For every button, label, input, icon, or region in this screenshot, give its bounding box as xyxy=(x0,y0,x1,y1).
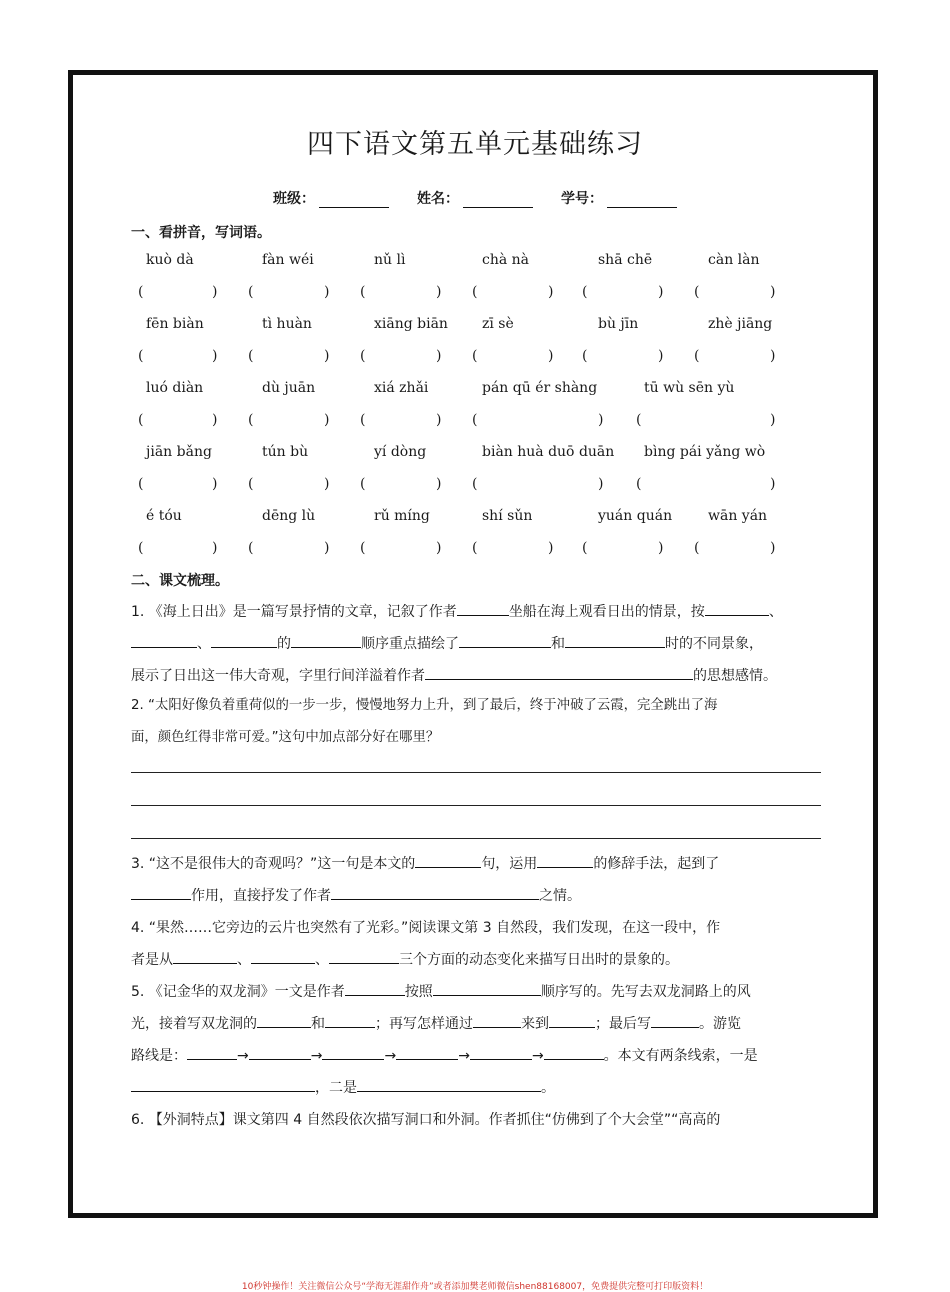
answer-blank[interactable] xyxy=(331,883,539,900)
answer-brackets-row xyxy=(138,348,788,380)
answer-blank[interactable] xyxy=(322,1043,384,1060)
answer-line[interactable] xyxy=(131,838,821,839)
question-5: 5. 《记金华的双龙洞》一文是作者 按照 顺序写的。先写去双龙洞路上的风 光，接着写双龙洞的 和 ；再写怎样通过 来到 ；最后写 。游览 路线是： → → → → → 。本文有两条线索，一是 ，二是 。 xyxy=(131,976,823,1104)
answer-bracket-open[interactable]: ( xyxy=(636,412,642,428)
answer-bracket-close[interactable]: ) xyxy=(212,476,218,492)
answer-bracket-close[interactable]: ) xyxy=(212,412,218,428)
pinyin-row xyxy=(138,380,788,412)
pinyin-item: jiān bǎng xyxy=(146,444,212,460)
answer-bracket-close[interactable]: ) xyxy=(548,540,554,556)
pinyin-item: biàn huà duō duān xyxy=(482,444,615,460)
answer-bracket-open[interactable]: ( xyxy=(472,540,478,556)
question-4: 4. “果然……它旁边的云片也突然有了光彩。”阅读课文第 3 自然段，我们发现，在这一段中，作 者是从 、 、 三个方面的动态变化来描写日出时的景象的。 xyxy=(131,920,721,968)
answer-bracket-close[interactable]: ) xyxy=(212,284,218,300)
answer-line[interactable] xyxy=(131,772,821,773)
answer-bracket-close[interactable]: ) xyxy=(436,348,442,364)
answer-blank[interactable] xyxy=(425,663,693,680)
question-2: 2. “太阳好像负着重荷似的一步一步，慢慢地努力上升，到了最后，终于冲破了云霞，完全跳出了海 面，颜色红得非常可爱。”这句中加点部分好在哪里？ xyxy=(131,698,718,745)
answer-bracket-close[interactable]: ) xyxy=(324,284,330,300)
answer-blank[interactable] xyxy=(187,1043,237,1060)
answer-blank[interactable] xyxy=(705,599,769,616)
footer-note: 10秒钟操作！关注微信公众号“学海无涯甜作舟”或者添加樊老师微信shen88168007，免费提供完整可打印版资料！ xyxy=(241,1282,709,1292)
answer-bracket-open[interactable]: ( xyxy=(248,284,254,300)
answer-bracket-close[interactable]: ) xyxy=(212,348,218,364)
pinyin-row xyxy=(138,316,788,348)
answer-blank[interactable] xyxy=(470,1043,532,1060)
pinyin-item: yuán quán xyxy=(598,508,673,524)
answer-bracket-close[interactable]: ) xyxy=(212,540,218,556)
pinyin-item: pán qū ér shàng xyxy=(482,380,598,396)
pinyin-item: bù jīn xyxy=(598,316,639,332)
answer-bracket-close[interactable]: ) xyxy=(324,476,330,492)
answer-bracket-close[interactable]: ) xyxy=(658,284,664,300)
answer-bracket-open[interactable]: ( xyxy=(472,348,478,364)
answer-blank[interactable] xyxy=(544,1043,604,1060)
pinyin-item: kuò dà xyxy=(146,252,194,268)
pinyin-item: tì huàn xyxy=(262,316,312,332)
pinyin-row xyxy=(138,252,788,284)
answer-bracket-open[interactable]: ( xyxy=(472,284,478,300)
answer-blank[interactable] xyxy=(651,1011,699,1028)
pinyin-item: xiá zhǎi xyxy=(374,380,429,396)
answer-bracket-open[interactable]: ( xyxy=(248,540,254,556)
answer-line[interactable] xyxy=(131,805,821,806)
pinyin-item: fēn biàn xyxy=(146,316,204,332)
pinyin-item: wān yán xyxy=(708,508,768,524)
answer-blank[interactable] xyxy=(251,947,315,964)
pinyin-item: nǔ lì xyxy=(374,252,406,268)
answer-bracket-close[interactable]: ) xyxy=(324,540,330,556)
answer-blank[interactable] xyxy=(345,979,405,996)
answer-brackets-row xyxy=(138,476,788,508)
answer-bracket-close[interactable]: ) xyxy=(770,540,776,556)
answer-bracket-open[interactable]: ( xyxy=(582,540,588,556)
answer-bracket-open[interactable]: ( xyxy=(138,540,144,556)
answer-bracket-close[interactable]: ) xyxy=(658,540,664,556)
answer-brackets-row xyxy=(138,540,788,572)
pinyin-item: tū wù sēn yù xyxy=(644,380,735,396)
pinyin-item: bìng pái yǎng wò xyxy=(644,444,766,460)
number-field[interactable]: 学号： xyxy=(561,188,677,208)
pinyin-item: shí sǔn xyxy=(482,508,533,524)
answer-blank[interactable] xyxy=(211,631,277,648)
answer-bracket-open[interactable]: ( xyxy=(248,412,254,428)
answer-blank[interactable] xyxy=(433,979,541,996)
answer-brackets-row xyxy=(138,284,788,316)
answer-bracket-close[interactable]: ) xyxy=(658,348,664,364)
answer-bracket-close[interactable]: ) xyxy=(770,348,776,364)
pinyin-item: shā chē xyxy=(598,252,653,268)
class-field[interactable]: 班级： xyxy=(273,188,389,208)
answer-blank[interactable] xyxy=(173,947,237,964)
answer-blank[interactable] xyxy=(131,1075,315,1092)
answer-bracket-close[interactable]: ) xyxy=(770,476,776,492)
pinyin-item: yí dòng xyxy=(374,444,427,460)
page-title: 四下语文第五单元基础练习 xyxy=(307,129,643,160)
answer-blank[interactable] xyxy=(549,1011,595,1028)
answer-blank[interactable] xyxy=(565,631,665,648)
answer-bracket-close[interactable]: ) xyxy=(770,284,776,300)
pinyin-item: càn làn xyxy=(708,252,760,268)
answer-bracket-open[interactable]: ( xyxy=(360,284,366,300)
answer-blank[interactable] xyxy=(325,1011,375,1028)
answer-bracket-close[interactable]: ) xyxy=(324,412,330,428)
answer-bracket-open[interactable]: ( xyxy=(694,284,700,300)
answer-bracket-open[interactable]: ( xyxy=(582,284,588,300)
answer-bracket-close[interactable]: ) xyxy=(598,412,604,428)
student-info xyxy=(0,188,950,208)
answer-bracket-open[interactable]: ( xyxy=(138,412,144,428)
answer-bracket-open[interactable]: ( xyxy=(360,412,366,428)
answer-bracket-open[interactable]: ( xyxy=(694,348,700,364)
answer-blank[interactable] xyxy=(537,851,593,868)
pinyin-row xyxy=(138,508,788,540)
answer-bracket-open[interactable]: ( xyxy=(360,540,366,556)
answer-blank[interactable] xyxy=(396,1043,458,1060)
answer-bracket-close[interactable]: ) xyxy=(436,476,442,492)
question-6: 6. 【外洞特点】课文第四 4 自然段依次描写洞口和外洞。作者抓住“仿佛到了个大会堂”“高高的 xyxy=(131,1112,721,1128)
pinyin-grid xyxy=(138,252,788,572)
answer-blank[interactable] xyxy=(415,851,481,868)
answer-bracket-close[interactable]: ) xyxy=(548,284,554,300)
pinyin-item: xiāng biān xyxy=(374,316,448,332)
name-field[interactable]: 姓名： xyxy=(417,188,533,208)
answer-blank[interactable] xyxy=(291,631,361,648)
answer-blank[interactable] xyxy=(257,1011,311,1028)
pinyin-item: zhè jiāng xyxy=(708,316,773,332)
section2-heading: 二、课文梳理。 xyxy=(131,573,229,589)
pinyin-item: fàn wéi xyxy=(262,252,314,268)
answer-blank[interactable] xyxy=(457,599,509,616)
answer-bracket-open[interactable]: ( xyxy=(138,348,144,364)
answer-blank[interactable] xyxy=(329,947,399,964)
answer-bracket-close[interactable]: ) xyxy=(436,412,442,428)
pinyin-item: luó diàn xyxy=(146,380,204,396)
answer-bracket-open[interactable]: ( xyxy=(472,476,478,492)
answer-bracket-open[interactable]: ( xyxy=(694,540,700,556)
answer-blank[interactable] xyxy=(249,1043,311,1060)
answer-bracket-close[interactable]: ) xyxy=(548,348,554,364)
answer-bracket-open[interactable]: ( xyxy=(138,476,144,492)
answer-bracket-close[interactable]: ) xyxy=(770,412,776,428)
answer-brackets-row xyxy=(138,412,788,444)
answer-bracket-open[interactable]: ( xyxy=(360,348,366,364)
answer-bracket-open[interactable]: ( xyxy=(138,284,144,300)
answer-blank[interactable] xyxy=(473,1011,521,1028)
question-3: 3. “这不是很伟大的奇观吗？”这一句是本文的 句，运用 的修辞手法，起到了 作用，直接抒发了作者 之情。 xyxy=(131,848,823,912)
answer-bracket-open[interactable]: ( xyxy=(248,348,254,364)
answer-blank[interactable] xyxy=(459,631,551,648)
pinyin-item: é tóu xyxy=(146,508,182,524)
answer-bracket-open[interactable]: ( xyxy=(636,476,642,492)
answer-bracket-close[interactable]: ) xyxy=(324,348,330,364)
answer-bracket-close[interactable]: ) xyxy=(436,540,442,556)
pinyin-row xyxy=(138,444,788,476)
pinyin-item: dù juān xyxy=(262,380,316,396)
answer-bracket-close[interactable]: ) xyxy=(598,476,604,492)
answer-bracket-open[interactable]: ( xyxy=(582,348,588,364)
answer-bracket-open[interactable]: ( xyxy=(248,476,254,492)
answer-blank[interactable] xyxy=(357,1075,541,1092)
pinyin-item: rǔ míng xyxy=(374,508,430,524)
section1-heading: 一、看拼音，写词语。 xyxy=(131,225,271,241)
pinyin-item: chà nà xyxy=(482,252,530,268)
question-1: 1. 《海上日出》是一篇写景抒情的文章，记叙了作者 坐船在海上观看日出的情景，按 、 、 的 顺序重点描绘了 和 时的不同景象， 展示了日出这一伟大奇观，字里行间洋溢着作者 的思想感情。 xyxy=(131,596,823,692)
pinyin-item: zī sè xyxy=(482,316,514,332)
answer-bracket-open[interactable]: ( xyxy=(360,476,366,492)
answer-bracket-close[interactable]: ) xyxy=(436,284,442,300)
answer-blank[interactable] xyxy=(131,883,191,900)
pinyin-item: dēng lù xyxy=(262,508,316,524)
answer-blank[interactable] xyxy=(131,631,197,648)
answer-bracket-open[interactable]: ( xyxy=(472,412,478,428)
pinyin-item: tún bù xyxy=(262,444,309,460)
